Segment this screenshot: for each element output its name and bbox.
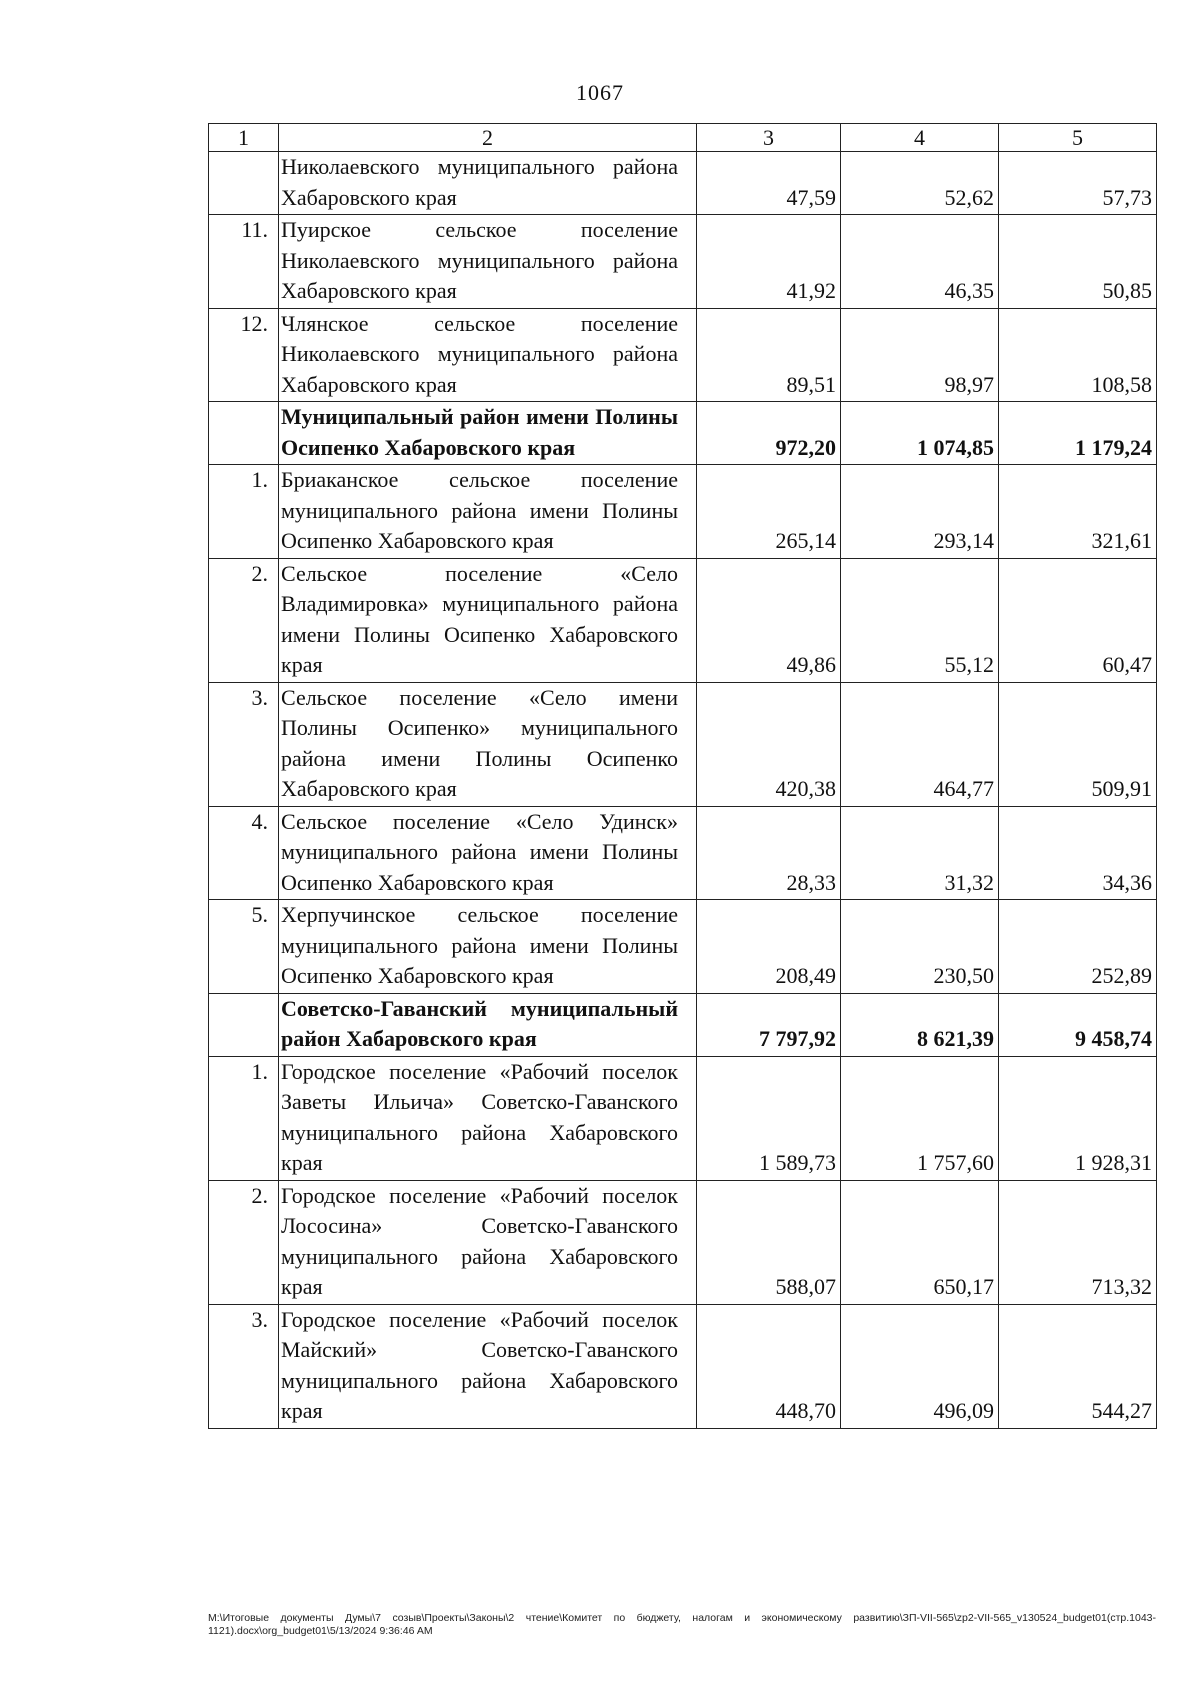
header-col-4: 4 — [841, 124, 999, 152]
value-col-5: 1 179,24 — [999, 402, 1157, 465]
value-col-5: 60,47 — [999, 558, 1157, 682]
row-name: Бриаканское сельское поселение муниципального района имени Полины Осипенко Хабаровского края — [279, 465, 697, 559]
row-name: Пуирское сельское поселение Николаевского муниципального района Хабаровского края — [279, 215, 697, 309]
value-col-4: 293,14 — [841, 465, 999, 559]
value-col-4: 46,35 — [841, 215, 999, 309]
table-row — [209, 465, 1157, 559]
value-col-5: 50,85 — [999, 215, 1157, 309]
row-number: 1. — [209, 465, 279, 559]
value-col-4: 55,12 — [841, 558, 999, 682]
value-col-5: 9 458,74 — [999, 993, 1157, 1056]
value-col-3: 47,59 — [697, 152, 841, 215]
value-col-3: 28,33 — [697, 806, 841, 900]
table-row — [209, 806, 1157, 900]
value-col-4: 496,09 — [841, 1304, 999, 1428]
value-col-3: 89,51 — [697, 308, 841, 402]
header-col-3: 3 — [697, 124, 841, 152]
row-name: Херпучинское сельское поселение муниципального района имени Полины Осипенко Хабаровского края — [279, 900, 697, 994]
row-number: 3. — [209, 682, 279, 806]
row-name: Сельское поселение «Село имени Полины Осипенко» муниципального района имени Полины Осипенко Хабаровского края — [279, 682, 697, 806]
row-number: 12. — [209, 308, 279, 402]
value-col-5: 252,89 — [999, 900, 1157, 994]
value-col-5: 34,36 — [999, 806, 1157, 900]
table-row — [209, 993, 1157, 1056]
row-name: Николаевского муниципального района Хабаровского края — [279, 152, 697, 215]
value-col-4: 98,97 — [841, 308, 999, 402]
file-path-footer: M:\Итоговые документы Думы\7 созыв\Проекты\Законы\2 чтение\Комитет по бюджету, налогам и экономическому развитию\ЗП-VII-565\zp2-VII-565_v130524_budget01(стр.1043-1121).docx\org_budget01\5/13/2024 9:36:46 AM — [208, 1612, 1156, 1637]
value-col-3: 588,07 — [697, 1180, 841, 1304]
row-name: Городское поселение «Рабочий поселок Заветы Ильича» Советско-Гаванского муниципального района Хабаровского края — [279, 1056, 697, 1180]
row-name: Сельское поселение «Село Удинск» муниципального района имени Полины Осипенко Хабаровского края — [279, 806, 697, 900]
value-col-5: 544,27 — [999, 1304, 1157, 1428]
table-row — [209, 215, 1157, 309]
row-number — [209, 402, 279, 465]
value-col-3: 265,14 — [697, 465, 841, 559]
value-col-3: 420,38 — [697, 682, 841, 806]
table-header-row — [209, 124, 1157, 152]
value-col-3: 41,92 — [697, 215, 841, 309]
row-number: 5. — [209, 900, 279, 994]
table-row — [209, 900, 1157, 994]
value-col-5: 57,73 — [999, 152, 1157, 215]
value-col-3: 7 797,92 — [697, 993, 841, 1056]
table-row — [209, 1304, 1157, 1428]
value-col-4: 230,50 — [841, 900, 999, 994]
value-col-3: 972,20 — [697, 402, 841, 465]
budget-table — [208, 123, 1157, 1429]
value-col-3: 208,49 — [697, 900, 841, 994]
row-number: 2. — [209, 558, 279, 682]
value-col-4: 464,77 — [841, 682, 999, 806]
value-col-5: 713,32 — [999, 1180, 1157, 1304]
row-number: 4. — [209, 806, 279, 900]
row-name: Члянское сельское поселение Николаевского муниципального района Хабаровского края — [279, 308, 697, 402]
value-col-3: 448,70 — [697, 1304, 841, 1428]
row-name: Городское поселение «Рабочий поселок Лососина» Советско-Гаванского муниципального района Хабаровского края — [279, 1180, 697, 1304]
value-col-4: 31,32 — [841, 806, 999, 900]
value-col-5: 1 928,31 — [999, 1056, 1157, 1180]
value-col-4: 1 074,85 — [841, 402, 999, 465]
row-number: 11. — [209, 215, 279, 309]
row-number — [209, 993, 279, 1056]
page-number: 1067 — [576, 80, 624, 105]
table-row — [209, 402, 1157, 465]
row-name: Сельское поселение «Село Владимировка» муниципального района имени Полины Осипенко Хабаровского края — [279, 558, 697, 682]
header-col-2: 2 — [279, 124, 697, 152]
header-col-1: 1 — [209, 124, 279, 152]
value-col-4: 52,62 — [841, 152, 999, 215]
table-row — [209, 558, 1157, 682]
value-col-3: 1 589,73 — [697, 1056, 841, 1180]
row-name: Советско-Гаванский муниципальный район Хабаровского края — [279, 993, 697, 1056]
value-col-5: 108,58 — [999, 308, 1157, 402]
row-number — [209, 152, 279, 215]
table-row — [209, 1180, 1157, 1304]
table-row — [209, 682, 1157, 806]
row-name: Городское поселение «Рабочий поселок Майский» Советско-Гаванского муниципального района Хабаровского края — [279, 1304, 697, 1428]
table-row — [209, 1056, 1157, 1180]
table-row — [209, 308, 1157, 402]
value-col-4: 1 757,60 — [841, 1056, 999, 1180]
row-number: 2. — [209, 1180, 279, 1304]
row-number: 3. — [209, 1304, 279, 1428]
value-col-4: 8 621,39 — [841, 993, 999, 1056]
header-col-5: 5 — [999, 124, 1157, 152]
value-col-5: 321,61 — [999, 465, 1157, 559]
table-row — [209, 152, 1157, 215]
value-col-3: 49,86 — [697, 558, 841, 682]
value-col-4: 650,17 — [841, 1180, 999, 1304]
row-number: 1. — [209, 1056, 279, 1180]
value-col-5: 509,91 — [999, 682, 1157, 806]
row-name: Муниципальный район имени Полины Осипенко Хабаровского края — [279, 402, 697, 465]
